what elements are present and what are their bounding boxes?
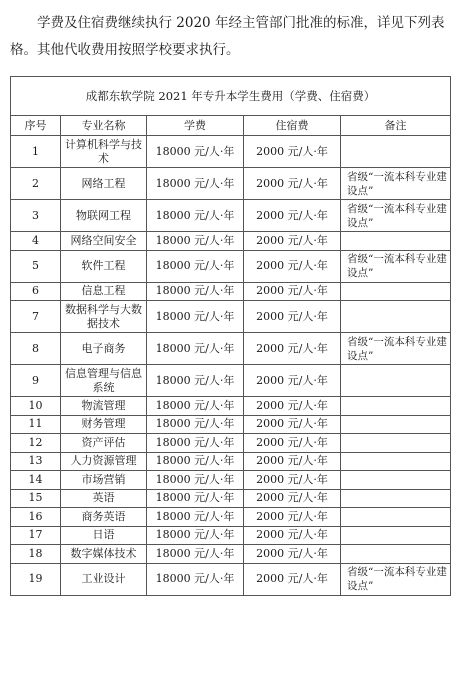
table-row	[11, 526, 451, 545]
row-number: 7	[11, 301, 61, 333]
table-row	[11, 471, 451, 490]
tuition-fee: 18000 元/人·年	[147, 282, 244, 301]
major-name: 资产评估	[61, 434, 147, 453]
dorm-fee: 2000 元/人·年	[244, 250, 341, 282]
dorm-fee: 2000 元/人·年	[244, 452, 341, 471]
table-row	[11, 508, 451, 527]
row-number: 17	[11, 526, 61, 545]
table-row	[11, 200, 451, 232]
major-name: 市场营销	[61, 471, 147, 490]
dorm-fee: 2000 元/人·年	[244, 232, 341, 251]
row-number: 10	[11, 397, 61, 416]
dorm-fee: 2000 元/人·年	[244, 434, 341, 453]
tuition-fee: 18000 元/人·年	[147, 563, 244, 595]
major-name: 计算机科学与技术	[61, 136, 147, 168]
major-name: 数字媒体技术	[61, 545, 147, 564]
dorm-fee: 2000 元/人·年	[244, 301, 341, 333]
row-number: 1	[11, 136, 61, 168]
tuition-fee: 18000 元/人·年	[147, 526, 244, 545]
note	[341, 232, 451, 251]
header-no: 序号	[11, 116, 61, 136]
fee-table	[10, 76, 451, 596]
tuition-fee: 18000 元/人·年	[147, 200, 244, 232]
dorm-fee: 2000 元/人·年	[244, 397, 341, 416]
row-number: 13	[11, 452, 61, 471]
table-title: 成都东软学院 2021 年专升本学生费用（学费、住宿费）	[11, 77, 451, 116]
header-major: 专业名称	[61, 116, 147, 136]
row-number: 16	[11, 508, 61, 527]
dorm-fee: 2000 元/人·年	[244, 471, 341, 490]
dorm-fee: 2000 元/人·年	[244, 545, 341, 564]
row-number: 19	[11, 563, 61, 595]
dorm-fee: 2000 元/人·年	[244, 526, 341, 545]
note: 省级“一流本科专业建设点”	[341, 168, 451, 200]
row-number: 18	[11, 545, 61, 564]
table-row	[11, 545, 451, 564]
table-row	[11, 136, 451, 168]
note	[341, 545, 451, 564]
header-note: 备注	[341, 116, 451, 136]
row-number: 11	[11, 415, 61, 434]
note	[341, 471, 451, 490]
note: 省级“一流本科专业建设点”	[341, 200, 451, 232]
note	[341, 526, 451, 545]
table-row	[11, 563, 451, 595]
major-name: 网络空间安全	[61, 232, 147, 251]
tuition-fee: 18000 元/人·年	[147, 508, 244, 527]
table-row	[11, 415, 451, 434]
major-name: 英语	[61, 489, 147, 508]
table-row	[11, 333, 451, 365]
dorm-fee: 2000 元/人·年	[244, 563, 341, 595]
tuition-fee: 18000 元/人·年	[147, 365, 244, 397]
major-name: 财务管理	[61, 415, 147, 434]
row-number: 2	[11, 168, 61, 200]
tuition-fee: 18000 元/人·年	[147, 301, 244, 333]
note	[341, 489, 451, 508]
row-number: 9	[11, 365, 61, 397]
note: 省级“一流本科专业建设点”	[341, 333, 451, 365]
tuition-fee: 18000 元/人·年	[147, 452, 244, 471]
major-name: 物流管理	[61, 397, 147, 416]
note	[341, 508, 451, 527]
dorm-fee: 2000 元/人·年	[244, 489, 341, 508]
tuition-fee: 18000 元/人·年	[147, 250, 244, 282]
note	[341, 301, 451, 333]
tuition-fee: 18000 元/人·年	[147, 471, 244, 490]
note	[341, 136, 451, 168]
table-row	[11, 397, 451, 416]
dorm-fee: 2000 元/人·年	[244, 333, 341, 365]
table-row	[11, 250, 451, 282]
tuition-fee: 18000 元/人·年	[147, 545, 244, 564]
note	[341, 282, 451, 301]
major-name: 信息工程	[61, 282, 147, 301]
note: 省级“一流本科专业建设点”	[341, 250, 451, 282]
dorm-fee: 2000 元/人·年	[244, 200, 341, 232]
row-number: 8	[11, 333, 61, 365]
dorm-fee: 2000 元/人·年	[244, 415, 341, 434]
header-tuition: 学费	[147, 116, 244, 136]
row-number: 3	[11, 200, 61, 232]
dorm-fee: 2000 元/人·年	[244, 282, 341, 301]
dorm-fee: 2000 元/人·年	[244, 168, 341, 200]
table-row	[11, 282, 451, 301]
row-number: 15	[11, 489, 61, 508]
major-name: 电子商务	[61, 333, 147, 365]
table-row	[11, 434, 451, 453]
row-number: 4	[11, 232, 61, 251]
tuition-fee: 18000 元/人·年	[147, 489, 244, 508]
note	[341, 415, 451, 434]
major-name: 商务英语	[61, 508, 147, 527]
row-number: 5	[11, 250, 61, 282]
header-dorm-fee: 住宿费	[244, 116, 341, 136]
tuition-fee: 18000 元/人·年	[147, 333, 244, 365]
major-name: 人力资源管理	[61, 452, 147, 471]
major-name: 软件工程	[61, 250, 147, 282]
major-name: 信息管理与信息系统	[61, 365, 147, 397]
tuition-fee: 18000 元/人·年	[147, 415, 244, 434]
major-name: 工业设计	[61, 563, 147, 595]
dorm-fee: 2000 元/人·年	[244, 508, 341, 527]
tuition-fee: 18000 元/人·年	[147, 136, 244, 168]
tuition-fee: 18000 元/人·年	[147, 397, 244, 416]
major-name: 网络工程	[61, 168, 147, 200]
table-row	[11, 232, 451, 251]
row-number: 12	[11, 434, 61, 453]
table-row	[11, 168, 451, 200]
major-name: 数据科学与大数据技术	[61, 301, 147, 333]
tuition-fee: 18000 元/人·年	[147, 232, 244, 251]
note: 省级“一流本科专业建设点”	[341, 563, 451, 595]
note	[341, 452, 451, 471]
row-number: 14	[11, 471, 61, 490]
tuition-fee: 18000 元/人·年	[147, 434, 244, 453]
note	[341, 365, 451, 397]
dorm-fee: 2000 元/人·年	[244, 365, 341, 397]
major-name: 日语	[61, 526, 147, 545]
table-row	[11, 489, 451, 508]
table-row	[11, 365, 451, 397]
table-row	[11, 301, 451, 333]
tuition-fee: 18000 元/人·年	[147, 168, 244, 200]
note	[341, 434, 451, 453]
table-row	[11, 452, 451, 471]
table-body	[11, 136, 451, 596]
note	[341, 397, 451, 416]
dorm-fee: 2000 元/人·年	[244, 136, 341, 168]
row-number: 6	[11, 282, 61, 301]
intro-paragraph: 学费及住宿费继续执行 2020 年经主管部门批准的标准，详见下列表格。其他代收费用按照学校要求执行。	[10, 15, 445, 58]
major-name: 物联网工程	[61, 200, 147, 232]
